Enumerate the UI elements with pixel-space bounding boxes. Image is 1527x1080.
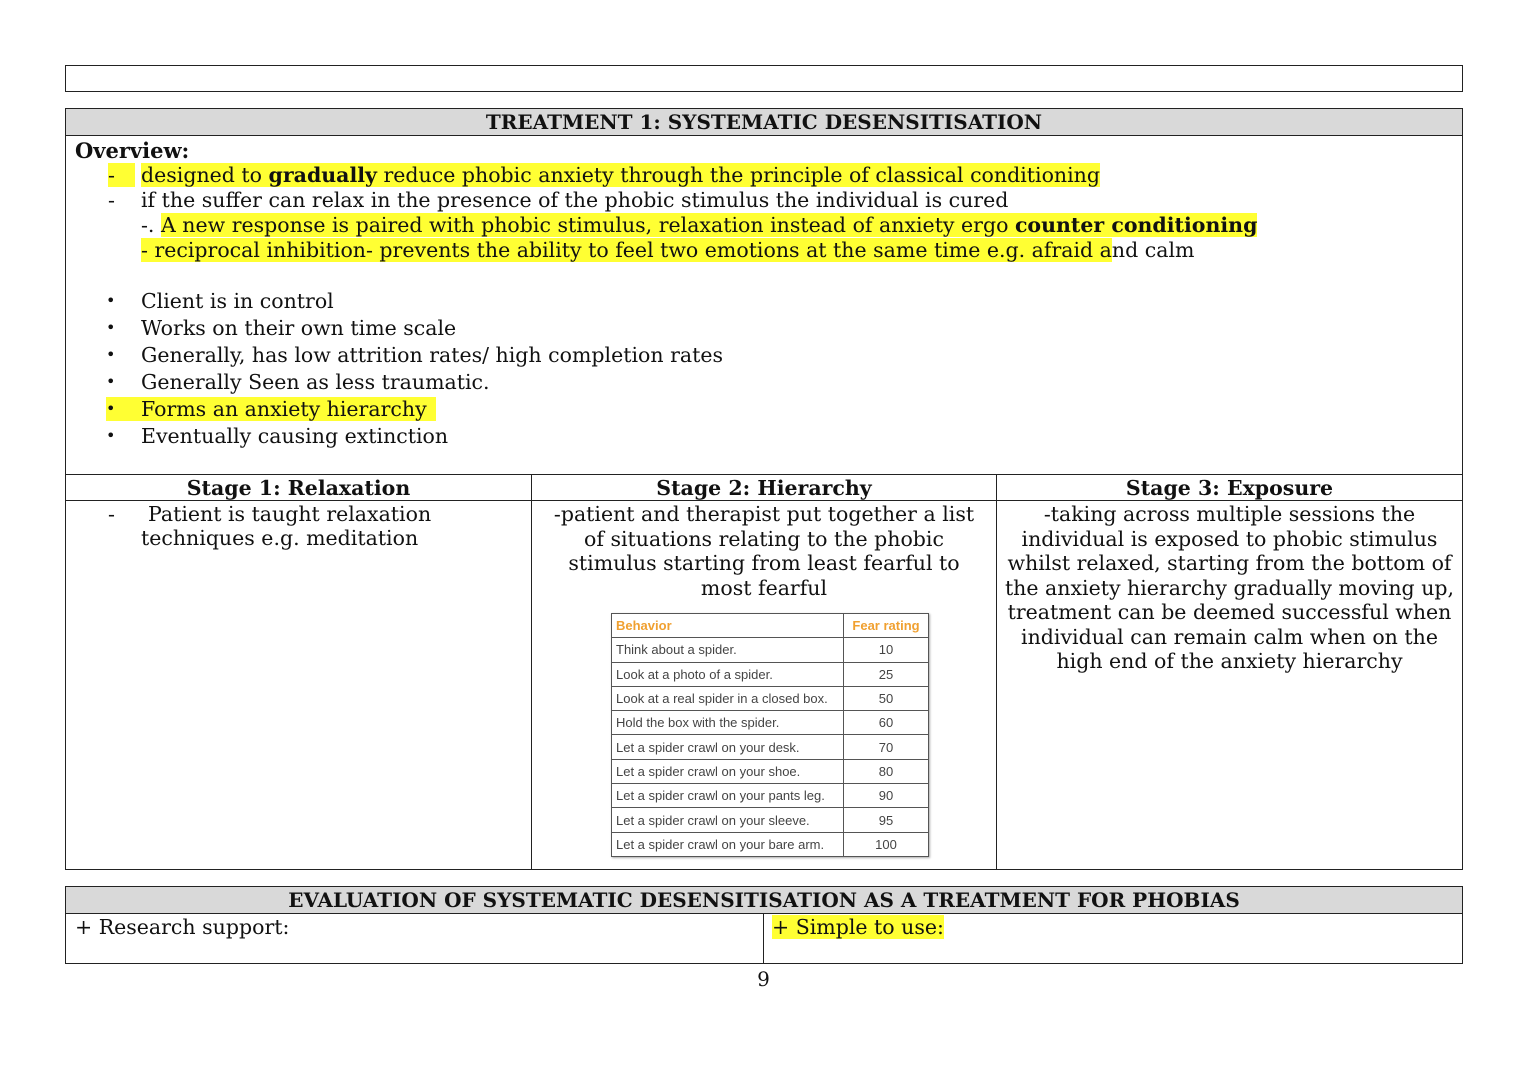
- behavior-cell: Let a spider crawl on your pants leg.: [612, 784, 844, 808]
- bullet-icon: •: [106, 345, 116, 364]
- sub-marker: -.: [141, 213, 161, 237]
- stage-1-column: [66, 475, 532, 869]
- stage-1-title: Stage 1: Relaxation: [66, 475, 531, 501]
- bullet-text: Eventually causing extinction: [141, 424, 449, 448]
- behavior-header: Behavior: [612, 614, 844, 638]
- bullet-text: Generally, has low attrition rates/ high completion rates: [141, 343, 723, 367]
- evaluation-left-cell: [66, 914, 764, 963]
- dash-marker: -: [108, 502, 115, 526]
- bullet-text: Generally Seen as less traumatic.: [141, 370, 490, 394]
- stage-2-text: -patient and therapist put together a list of situations relating to the phobic stimulus starting from least fearful to most fearful: [553, 502, 975, 600]
- table-row: [612, 808, 929, 832]
- sub-item: [141, 238, 1194, 262]
- stage-2-title: Stage 2: Hierarchy: [532, 475, 996, 501]
- bold-term: gradually: [268, 163, 377, 187]
- sub-item: [141, 213, 1257, 237]
- table-row: [612, 784, 929, 808]
- simple-to-use-label: + Simple to use:: [772, 915, 944, 939]
- overview-section: [66, 136, 1462, 475]
- table-row: [612, 735, 929, 759]
- bullet-text: Forms an anxiety hierarchy: [141, 397, 427, 421]
- treatment-table: [65, 108, 1463, 870]
- bullet-icon: •: [106, 372, 116, 391]
- text-segment: reduce phobic anxiety through the principle of classical conditioning: [376, 163, 1100, 187]
- stage-3-column: [997, 475, 1462, 869]
- evaluation-right-cell: [764, 914, 1462, 963]
- table-row: [612, 638, 929, 662]
- text-segment: A new response is paired with phobic stimulus, relaxation instead of anxiety ergo: [160, 213, 1015, 237]
- dash-marker: -: [108, 163, 135, 187]
- fear-table-header-row: [612, 614, 929, 638]
- stage-1-text-line1: Patient is taught relaxation: [148, 502, 432, 526]
- treatment-title: TREATMENT 1: SYSTEMATIC DESENSITISATION: [66, 109, 1462, 136]
- table-row: [612, 662, 929, 686]
- table-row: [612, 686, 929, 710]
- bullet-text: Client is in control: [141, 289, 334, 313]
- stage-1-text-line2: techniques e.g. meditation: [141, 526, 419, 550]
- bullet-icon: •: [106, 291, 116, 310]
- dash-marker: -: [108, 188, 115, 212]
- bullet-icon: •: [106, 426, 116, 445]
- bullet-icon: •: [106, 318, 116, 337]
- rating-cell: 60: [844, 711, 929, 735]
- dash-item-text: [141, 163, 1100, 187]
- rating-cell: 50: [844, 686, 929, 710]
- behavior-cell: Hold the box with the spider.: [612, 711, 844, 735]
- behavior-cell: Look at a real spider in a closed box.: [612, 686, 844, 710]
- rating-cell: 70: [844, 735, 929, 759]
- sub-item-rest: nd calm: [1111, 238, 1195, 262]
- rating-cell: 90: [844, 784, 929, 808]
- bullet-icon: •: [106, 399, 116, 418]
- fear-rating-header: Fear rating: [844, 614, 929, 638]
- rating-cell: 25: [844, 662, 929, 686]
- dash-item-text: if the suffer can relax in the presence of the phobic stimulus the individual is cured: [141, 188, 1009, 212]
- bullet-text: Works on their own time scale: [141, 316, 457, 340]
- research-support-label: + Research support:: [75, 915, 290, 939]
- bold-term: counter conditioning: [1014, 213, 1258, 237]
- rating-cell: 95: [844, 808, 929, 832]
- stage-2-column: [532, 475, 997, 869]
- table-row: [612, 832, 929, 856]
- behavior-cell: Let a spider crawl on your bare arm.: [612, 832, 844, 856]
- empty-header-box: [65, 65, 1463, 92]
- evaluation-table: [65, 886, 1463, 964]
- fear-hierarchy-table: [611, 613, 929, 857]
- rating-cell: 100: [844, 832, 929, 856]
- behavior-cell: Look at a photo of a spider.: [612, 662, 844, 686]
- behavior-cell: Let a spider crawl on your sleeve.: [612, 808, 844, 832]
- behavior-cell: Think about a spider.: [612, 638, 844, 662]
- stage-3-text: -taking across multiple sessions the individual is exposed to phobic stimulus whilst relaxed, starting from the bottom of the anxiety hierarchy gradually moving up, treatment can be deemed successful when individual can remain calm when on the high end of the anxiety hierarchy: [1004, 502, 1455, 673]
- table-row: [612, 759, 929, 783]
- overview-label: Overview:: [75, 138, 190, 163]
- evaluation-title: EVALUATION OF SYSTEMATIC DESENSITISATION AS A TREATMENT FOR PHOBIAS: [66, 887, 1462, 914]
- sub-item-text: [161, 213, 1257, 237]
- page-number: 9: [757, 967, 770, 991]
- behavior-cell: Let a spider crawl on your shoe.: [612, 759, 844, 783]
- rating-cell: 10: [844, 638, 929, 662]
- stages-row: [66, 475, 1462, 869]
- rating-cell: 80: [844, 759, 929, 783]
- text-segment: designed to: [141, 163, 269, 187]
- behavior-cell: Let a spider crawl on your desk.: [612, 735, 844, 759]
- sub-item-text: - reciprocal inhibition- prevents the ability to feel two emotions at the same time e.g. afraid a: [141, 238, 1112, 262]
- table-row: [612, 711, 929, 735]
- stage-3-title: Stage 3: Exposure: [997, 475, 1462, 501]
